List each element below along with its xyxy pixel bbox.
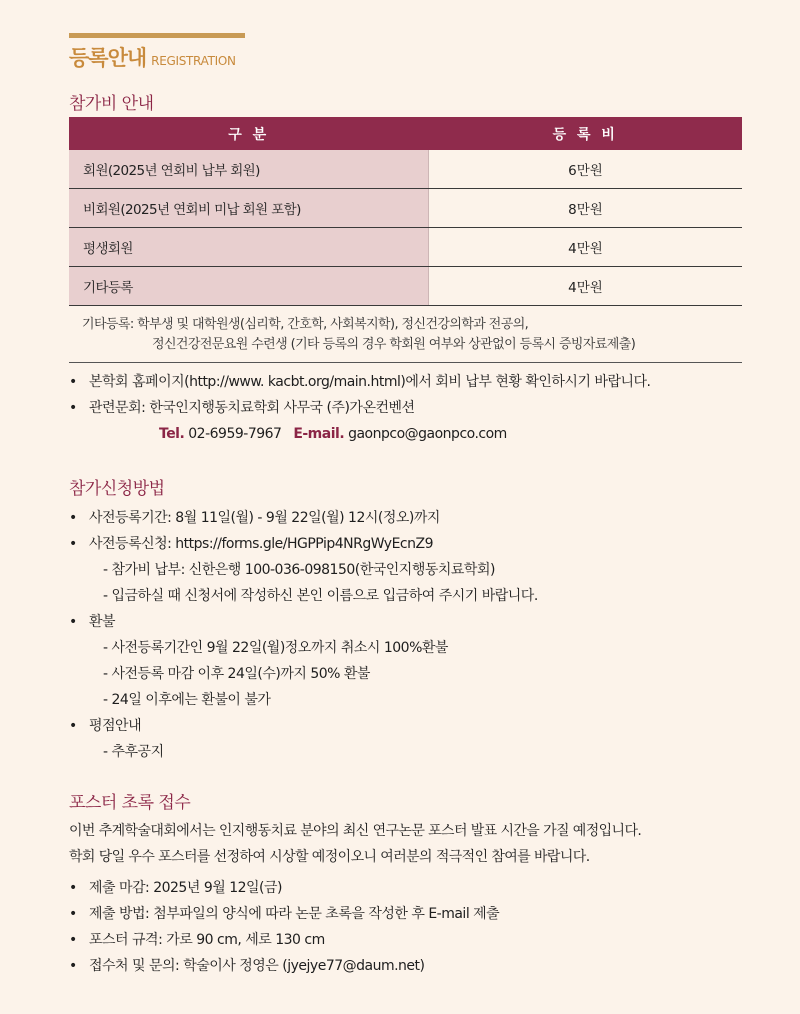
tel-number: 02-6959-7967 [188,426,282,442]
bullet-icon: • [69,718,77,734]
page-title [69,42,236,72]
title-accent-bar [69,33,245,38]
list-item [69,369,650,395]
bullet-icon: • [69,958,77,974]
bullet-icon: • [69,906,77,922]
fee-note-line2: 정신건강전문요원 수련생 (기타 등록의 경우 학회원 여부와 상관없이 등록시 증빙자료제출) [152,337,636,352]
bullet-icon: • [69,510,77,526]
page-title-ko: 등록안내 [69,46,147,70]
fees-heading: 참가비 안내 [69,94,154,114]
fee-table [69,117,742,306]
email-label: E-mail. [293,426,345,442]
apply-list [69,505,538,765]
refund-title: 환불 [89,614,116,630]
list-item [69,609,538,635]
list-item [69,875,499,901]
fee-note-line1: 기타등록: 학부생 및 대학원생(심리학, 간호학, 사회복지학), 정신건강의학과 전공의, [82,317,529,332]
list-item [69,927,499,953]
row-fee: 4만원 [429,267,743,306]
contact-org: 관련문회: 한국인지행동치료학회 사무국 (주)가온컨벤션 [89,400,415,416]
registration-period: 사전등록기간: 8월 11일(월) - 9월 22일(월) 12시(정오)까지 [89,510,440,526]
email-address[interactable]: gaonpco@gaonpco.com [348,426,507,442]
list-item [69,713,538,739]
credit-title: 평점안내 [89,718,142,734]
poster-intro [69,818,641,870]
divider [69,362,742,363]
poster-method: 제출 방법: 첨부파일의 양식에 따라 논문 초록을 작성한 후 E-mail 제출 [89,906,500,922]
bullet-icon: • [69,880,77,896]
row-fee: 6만원 [429,150,743,189]
apply-heading: 참가신청방법 [69,479,165,499]
table-row [69,267,742,306]
refund-rule: - 사전등록기간인 9월 22일(월)정오까지 취소시 100%환불 [103,640,448,656]
refund-rule: - 사전등록 마감 이후 24일(수)까지 50% 환불 [103,666,370,682]
registration-link[interactable]: 사전등록신청: https://forms.gle/HGPPip4NRgWyEcnZ9 [89,536,434,552]
row-fee: 4만원 [429,228,743,267]
list-item [69,505,538,531]
refund-rule: - 24일 이후에는 환불이 불가 [103,692,271,708]
homepage-notice: 본학회 홈페이지(http://www. kacbt.org/main.html)에서 회비 납부 현황 확인하시기 바랍니다. [89,374,651,390]
bullet-icon: • [69,374,77,390]
payment-info: - 참가비 납부: 신한은행 100-036-098150(한국인지행동치료학회) [103,562,495,578]
poster-intro-line1: 이번 추계학술대회에서는 인지행동치료 분야의 최신 연구논문 포스터 발표 시간을 가질 예정입니다. [69,823,642,839]
list-item [69,395,650,421]
page-title-en: REGISTRATION [151,54,236,68]
credit-info: - 추후공지 [103,744,164,760]
bullet-icon: • [69,400,77,416]
fee-table-header [69,117,742,150]
poster-heading: 포스터 초록 접수 [69,793,191,813]
row-category: 평생회원 [69,228,429,267]
info-list [69,369,650,447]
row-category: 기타등록 [69,267,429,306]
fee-note [82,315,635,355]
table-row [69,150,742,189]
table-row [69,228,742,267]
table-row [69,189,742,228]
bullet-icon: • [69,614,77,630]
list-item [69,953,499,979]
tel-label: Tel. [159,426,185,442]
poster-deadline: 제출 마감: 2025년 9월 12일(금) [89,880,282,896]
list-item [69,531,538,557]
poster-size: 포스터 규격: 가로 90 cm, 세로 130 cm [89,932,325,948]
row-category: 비회원(2025년 연회비 미납 회원 포함) [69,189,429,228]
poster-list [69,875,499,979]
payment-note: - 입금하실 때 신청서에 작성하신 본인 이름으로 입금하여 주시기 바랍니다. [103,588,538,604]
row-category: 회원(2025년 연회비 납부 회원) [69,150,429,189]
bullet-icon: • [69,932,77,948]
poster-intro-line2: 학회 당일 우수 포스터를 선정하여 시상할 예정이오니 여러분의 적극적인 참여를 바랍니다. [69,849,590,865]
list-item [69,901,499,927]
contact-line [69,421,650,447]
column-header-category: 구 분 [69,117,429,150]
poster-contact: 접수처 및 문의: 학술이사 정영은 (jyejye77@daum.net) [89,958,425,974]
column-header-fee: 등 록 비 [429,117,743,150]
bullet-icon: • [69,536,77,552]
row-fee: 8만원 [429,189,743,228]
